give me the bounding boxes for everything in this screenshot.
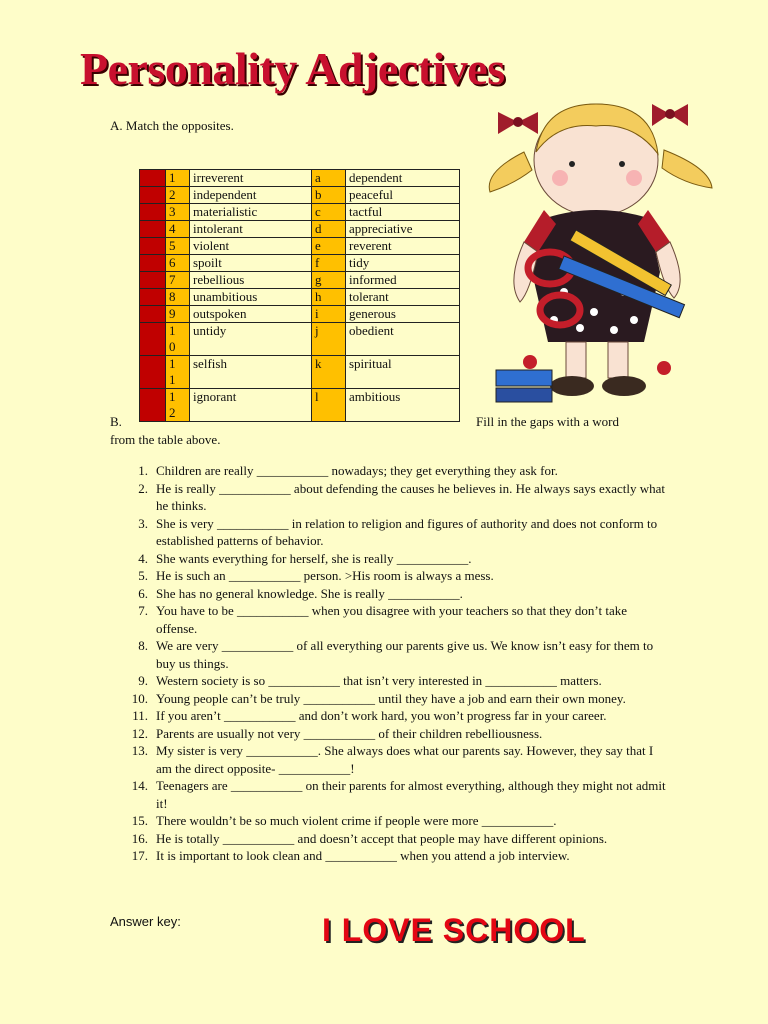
- item-text: She has no general knowledge. She is really ___________.: [156, 585, 463, 601]
- red-cell: [140, 221, 166, 238]
- row-letter: l: [312, 389, 346, 422]
- row-letter: c: [312, 204, 346, 221]
- list-item: [128, 812, 668, 830]
- left-word: materialistic: [190, 204, 312, 221]
- table-row: [140, 389, 460, 422]
- row-number: 6: [166, 255, 190, 272]
- red-cell: [140, 389, 166, 422]
- red-cell: [140, 170, 166, 187]
- row-letter: g: [312, 272, 346, 289]
- item-text: We are very ___________ of all everything our parents give us. We know isn’t easy for them to buy us things.: [156, 638, 654, 671]
- item-text: My sister is very ___________. She always does what our parents say. However, they say that I am the direct opposite- ___________!: [156, 743, 654, 776]
- item-number: 17.: [131, 848, 148, 863]
- item-number: 5.: [138, 568, 148, 583]
- item-number: 9.: [138, 673, 148, 688]
- section-b-label: B.: [110, 414, 122, 429]
- item-text: Teenagers are ___________ on their parents for almost everything, although they might not admit it!: [156, 778, 666, 811]
- item-number: 4.: [138, 550, 148, 566]
- item-number: 3.: [138, 515, 148, 531]
- right-word: informed: [346, 272, 460, 289]
- row-number: 1 2: [166, 389, 190, 422]
- table-row: [140, 170, 460, 187]
- item-text: There wouldn’t be so much violent crime if people were more ___________.: [156, 813, 557, 828]
- red-cell: [140, 323, 166, 356]
- item-number: 11.: [132, 708, 148, 723]
- item-text: It is important to look clean and ___________ when you attend a job interview.: [156, 848, 570, 863]
- item-number: 7.: [138, 603, 148, 618]
- table-row: [140, 272, 460, 289]
- section-b-instruction: Fill in the gaps with a word: [476, 414, 619, 429]
- item-text: He is totally ___________ and doesn’t accept that people may have different opinions.: [156, 830, 608, 846]
- list-item: [128, 462, 668, 480]
- page-title: Personality Adjectives: [80, 43, 505, 94]
- red-cell: [140, 187, 166, 204]
- item-number: 10.: [131, 690, 148, 706]
- table-row: [140, 306, 460, 323]
- left-word: ignorant: [190, 389, 312, 422]
- item-text: He is really ___________ about defending the causes he believes in. He always says exactly what he thinks.: [156, 480, 666, 513]
- answer-key-label: Answer key:: [110, 914, 181, 929]
- row-letter: b: [312, 187, 346, 204]
- list-item: [128, 742, 668, 777]
- table-row: [140, 323, 460, 356]
- item-number: 13.: [131, 743, 148, 758]
- item-text: She wants everything for herself, she is really ___________.: [156, 550, 472, 566]
- item-number: 16.: [131, 830, 148, 846]
- list-item: [128, 602, 668, 637]
- right-word: obedient: [346, 323, 460, 356]
- item-text: She is very ___________ in relation to religion and figures of authority and does not conform to established patterns of behavior.: [156, 515, 658, 548]
- right-word: dependent: [346, 170, 460, 187]
- row-number: 3: [166, 204, 190, 221]
- list-item: [128, 585, 668, 603]
- right-word: tactful: [346, 204, 460, 221]
- table-row: [140, 238, 460, 255]
- matching-table: [139, 169, 460, 422]
- row-number: 5: [166, 238, 190, 255]
- list-item: [128, 672, 668, 690]
- row-number: 9: [166, 306, 190, 323]
- right-word: tolerant: [346, 289, 460, 306]
- red-cell: [140, 272, 166, 289]
- list-item: [128, 480, 668, 515]
- red-cell: [140, 238, 166, 255]
- item-number: 2.: [138, 480, 148, 496]
- girl-illustration: [484, 92, 716, 414]
- table-row: [140, 221, 460, 238]
- item-number: 6.: [138, 585, 148, 601]
- row-letter: f: [312, 255, 346, 272]
- red-cell: [140, 289, 166, 306]
- row-number: 2: [166, 187, 190, 204]
- item-text: He is such an ___________ person. >His room is always a mess.: [156, 568, 494, 583]
- red-cell: [140, 356, 166, 389]
- left-word: rebellious: [190, 272, 312, 289]
- left-word: selfish: [190, 356, 312, 389]
- row-letter: h: [312, 289, 346, 306]
- footer-banner: I LOVE SCHOOL: [322, 912, 586, 948]
- row-letter: e: [312, 238, 346, 255]
- item-number: 14.: [131, 778, 148, 793]
- left-word: unambitious: [190, 289, 312, 306]
- sentence-list: [128, 462, 668, 865]
- left-word: spoilt: [190, 255, 312, 272]
- red-cell: [140, 255, 166, 272]
- item-text: Young people can’t be truly ___________ until they have a job and earn their own money.: [156, 690, 626, 706]
- left-word: irreverent: [190, 170, 312, 187]
- section-a-instruction: A. Match the opposites.: [110, 118, 234, 133]
- list-item: [128, 707, 668, 725]
- left-word: untidy: [190, 323, 312, 356]
- list-item: [128, 725, 668, 743]
- right-word: reverent: [346, 238, 460, 255]
- left-word: intolerant: [190, 221, 312, 238]
- item-text: Parents are usually not very ___________ of their children rebelliousness.: [156, 725, 543, 741]
- list-item: [128, 637, 668, 672]
- item-number: 15.: [131, 813, 148, 828]
- row-number: 1: [166, 170, 190, 187]
- row-letter: d: [312, 221, 346, 238]
- left-word: independent: [190, 187, 312, 204]
- table-row: [140, 187, 460, 204]
- list-item: [128, 567, 668, 585]
- red-cell: [140, 306, 166, 323]
- row-number: 7: [166, 272, 190, 289]
- list-item: [128, 847, 668, 865]
- left-word: violent: [190, 238, 312, 255]
- row-letter: k: [312, 356, 346, 389]
- right-word: generous: [346, 306, 460, 323]
- row-number: 4: [166, 221, 190, 238]
- table-row: [140, 255, 460, 272]
- item-number: 12.: [131, 725, 148, 741]
- section-b-instruction-cont: from the table above.: [110, 432, 221, 447]
- item-text: Western society is so ___________ that isn’t very interested in ___________ matters.: [156, 673, 602, 688]
- right-word: appreciative: [346, 221, 460, 238]
- row-letter: j: [312, 323, 346, 356]
- row-number: 1 0: [166, 323, 190, 356]
- list-item: [128, 690, 668, 708]
- table-row: [140, 356, 460, 389]
- row-number: 1 1: [166, 356, 190, 389]
- item-text: If you aren’t ___________ and don’t work hard, you won’t progress far in your career.: [156, 708, 607, 723]
- item-number: 1.: [138, 463, 148, 478]
- right-word: spiritual: [346, 356, 460, 389]
- row-letter: i: [312, 306, 346, 323]
- right-word: tidy: [346, 255, 460, 272]
- table-row: [140, 204, 460, 221]
- list-item: [128, 550, 668, 568]
- item-text: You have to be ___________ when you disagree with your teachers so that they don’t take offense.: [156, 603, 628, 636]
- row-number: 8: [166, 289, 190, 306]
- list-item: [128, 777, 668, 812]
- table-row: [140, 289, 460, 306]
- right-word: ambitious: [346, 389, 460, 422]
- right-word: peaceful: [346, 187, 460, 204]
- list-item: [128, 515, 668, 550]
- red-cell: [140, 204, 166, 221]
- left-word: outspoken: [190, 306, 312, 323]
- item-text: Children are really ___________ nowadays; they get everything they ask for.: [156, 463, 558, 478]
- item-number: 8.: [138, 638, 148, 653]
- row-letter: a: [312, 170, 346, 187]
- list-item: [128, 830, 668, 848]
